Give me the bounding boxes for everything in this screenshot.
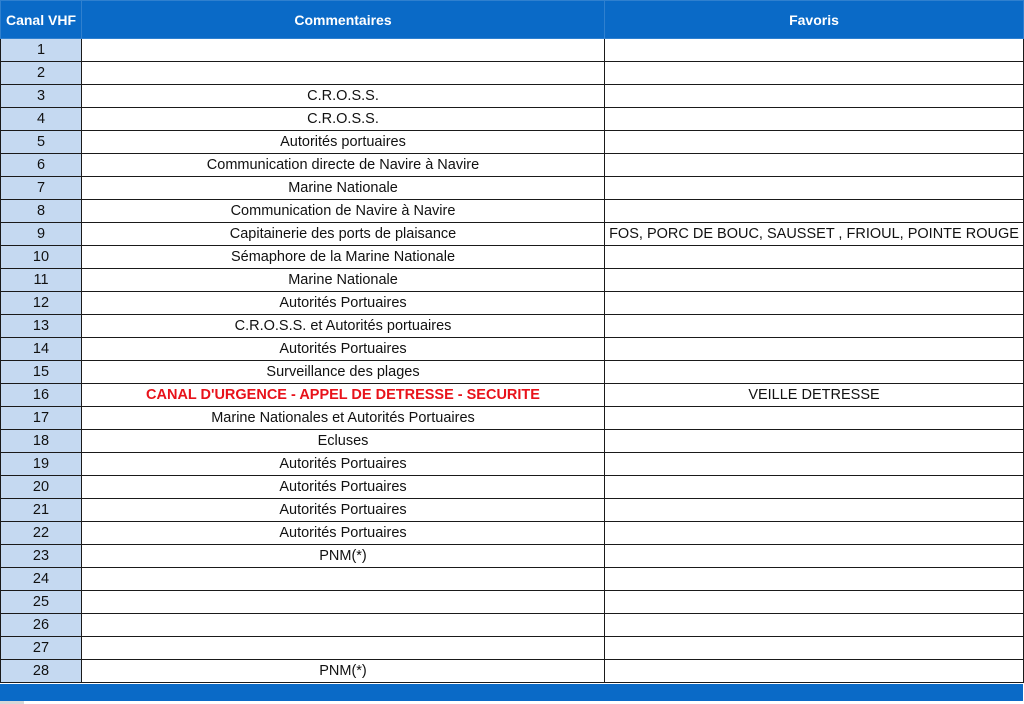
favorite-cell[interactable] (605, 660, 1024, 683)
comment-cell[interactable]: Communication de Navire à Navire (82, 200, 605, 223)
comment-cell[interactable]: Autorités Portuaires (82, 476, 605, 499)
comment-cell[interactable]: Autorités Portuaires (82, 338, 605, 361)
comment-cell[interactable] (82, 39, 605, 62)
channel-number-cell[interactable]: 27 (1, 637, 82, 660)
favorite-cell[interactable] (605, 246, 1024, 269)
channel-number-cell[interactable]: 24 (1, 568, 82, 591)
table-row (1, 223, 1024, 246)
header-favoris: Favoris (605, 1, 1024, 39)
table-body (1, 39, 1024, 683)
comment-cell[interactable]: C.R.O.S.S. (82, 85, 605, 108)
comment-cell[interactable]: Marine Nationale (82, 177, 605, 200)
favorite-cell[interactable] (605, 637, 1024, 660)
table-row (1, 361, 1024, 384)
channel-number-cell[interactable]: 14 (1, 338, 82, 361)
channel-number-cell[interactable]: 21 (1, 499, 82, 522)
comment-cell[interactable]: Sémaphore de la Marine Nationale (82, 246, 605, 269)
comment-cell[interactable]: PNM(*) (82, 660, 605, 683)
channel-number-cell[interactable]: 9 (1, 223, 82, 246)
favorite-cell[interactable] (605, 177, 1024, 200)
table-row (1, 522, 1024, 545)
favorite-cell[interactable] (605, 39, 1024, 62)
channel-number-cell[interactable]: 17 (1, 407, 82, 430)
comment-cell[interactable] (82, 591, 605, 614)
channel-number-cell[interactable]: 25 (1, 591, 82, 614)
channel-number-cell[interactable]: 6 (1, 154, 82, 177)
channel-number-cell[interactable]: 2 (1, 62, 82, 85)
favorite-cell[interactable] (605, 62, 1024, 85)
channel-number-cell[interactable]: 28 (1, 660, 82, 683)
comment-cell[interactable]: C.R.O.S.S. et Autorités portuaires (82, 315, 605, 338)
comment-cell[interactable]: CANAL D'URGENCE - APPEL DE DETRESSE - SECURITE (82, 384, 605, 407)
channel-number-cell[interactable]: 4 (1, 108, 82, 131)
favorite-cell[interactable] (605, 453, 1024, 476)
channel-number-cell[interactable]: 3 (1, 85, 82, 108)
favorite-cell[interactable] (605, 154, 1024, 177)
favorite-cell[interactable] (605, 545, 1024, 568)
favorite-cell[interactable] (605, 430, 1024, 453)
favorite-cell[interactable] (605, 108, 1024, 131)
footer-bar (0, 684, 1023, 701)
comment-cell[interactable]: Surveillance des plages (82, 361, 605, 384)
favorite-cell[interactable] (605, 591, 1024, 614)
table-row (1, 591, 1024, 614)
channel-number-cell[interactable]: 18 (1, 430, 82, 453)
channel-number-cell[interactable]: 13 (1, 315, 82, 338)
favorite-cell[interactable]: VEILLE DETRESSE (605, 384, 1024, 407)
table-row (1, 499, 1024, 522)
comment-cell[interactable]: Autorités portuaires (82, 131, 605, 154)
comment-cell[interactable] (82, 568, 605, 591)
favorite-cell[interactable] (605, 499, 1024, 522)
channel-number-cell[interactable]: 7 (1, 177, 82, 200)
favorite-cell[interactable] (605, 200, 1024, 223)
favorite-cell[interactable] (605, 131, 1024, 154)
table-row (1, 39, 1024, 62)
comment-cell[interactable] (82, 614, 605, 637)
table-row (1, 154, 1024, 177)
comment-cell[interactable] (82, 637, 605, 660)
channel-number-cell[interactable]: 20 (1, 476, 82, 499)
table-row (1, 384, 1024, 407)
favorite-cell[interactable] (605, 407, 1024, 430)
table-row (1, 660, 1024, 683)
favorite-cell[interactable] (605, 85, 1024, 108)
table-row (1, 568, 1024, 591)
channel-number-cell[interactable]: 8 (1, 200, 82, 223)
table-row (1, 407, 1024, 430)
table-row (1, 246, 1024, 269)
comment-cell[interactable]: Autorités Portuaires (82, 499, 605, 522)
comment-cell[interactable] (82, 62, 605, 85)
table-row (1, 545, 1024, 568)
channel-number-cell[interactable]: 15 (1, 361, 82, 384)
favorite-cell[interactable] (605, 522, 1024, 545)
table-row (1, 614, 1024, 637)
table-row (1, 315, 1024, 338)
comment-cell[interactable]: Capitainerie des ports de plaisance (82, 223, 605, 246)
comment-cell[interactable]: Communication directe de Navire à Navire (82, 154, 605, 177)
channel-number-cell[interactable]: 23 (1, 545, 82, 568)
channel-number-cell[interactable]: 11 (1, 269, 82, 292)
favorite-cell[interactable] (605, 292, 1024, 315)
comment-cell[interactable]: C.R.O.S.S. (82, 108, 605, 131)
table-row (1, 200, 1024, 223)
header-commentaires: Commentaires (82, 1, 605, 39)
table-row (1, 85, 1024, 108)
favorite-cell[interactable] (605, 315, 1024, 338)
comment-cell[interactable]: Autorités Portuaires (82, 522, 605, 545)
table-row (1, 108, 1024, 131)
comment-cell[interactable]: Ecluses (82, 430, 605, 453)
header-row (1, 1, 1024, 39)
comment-cell[interactable]: Marine Nationales et Autorités Portuaires (82, 407, 605, 430)
favorite-cell[interactable] (605, 269, 1024, 292)
table-row (1, 453, 1024, 476)
favorite-cell[interactable] (605, 568, 1024, 591)
table-row (1, 338, 1024, 361)
channel-number-cell[interactable]: 12 (1, 292, 82, 315)
table-row (1, 476, 1024, 499)
table-row (1, 269, 1024, 292)
comment-cell[interactable]: Marine Nationale (82, 269, 605, 292)
channel-number-cell[interactable]: 22 (1, 522, 82, 545)
table-row (1, 292, 1024, 315)
table-row (1, 430, 1024, 453)
table-row (1, 131, 1024, 154)
channel-number-cell[interactable]: 16 (1, 384, 82, 407)
table-row (1, 62, 1024, 85)
table-row (1, 637, 1024, 660)
channel-number-cell[interactable]: 26 (1, 614, 82, 637)
favorite-cell[interactable] (605, 476, 1024, 499)
favorite-cell[interactable]: FOS, PORC DE BOUC, SAUSSET , FRIOUL, POINTE ROUGE (605, 223, 1024, 246)
favorite-cell[interactable] (605, 361, 1024, 384)
comment-cell[interactable]: Autorités Portuaires (82, 292, 605, 315)
comment-cell[interactable]: Autorités Portuaires (82, 453, 605, 476)
favorite-cell[interactable] (605, 614, 1024, 637)
comment-cell[interactable]: PNM(*) (82, 545, 605, 568)
channel-number-cell[interactable]: 19 (1, 453, 82, 476)
channel-number-cell[interactable]: 5 (1, 131, 82, 154)
header-canal-vhf: Canal VHF (1, 1, 82, 39)
table-row (1, 177, 1024, 200)
favorite-cell[interactable] (605, 338, 1024, 361)
channel-number-cell[interactable]: 1 (1, 39, 82, 62)
channel-number-cell[interactable]: 10 (1, 246, 82, 269)
